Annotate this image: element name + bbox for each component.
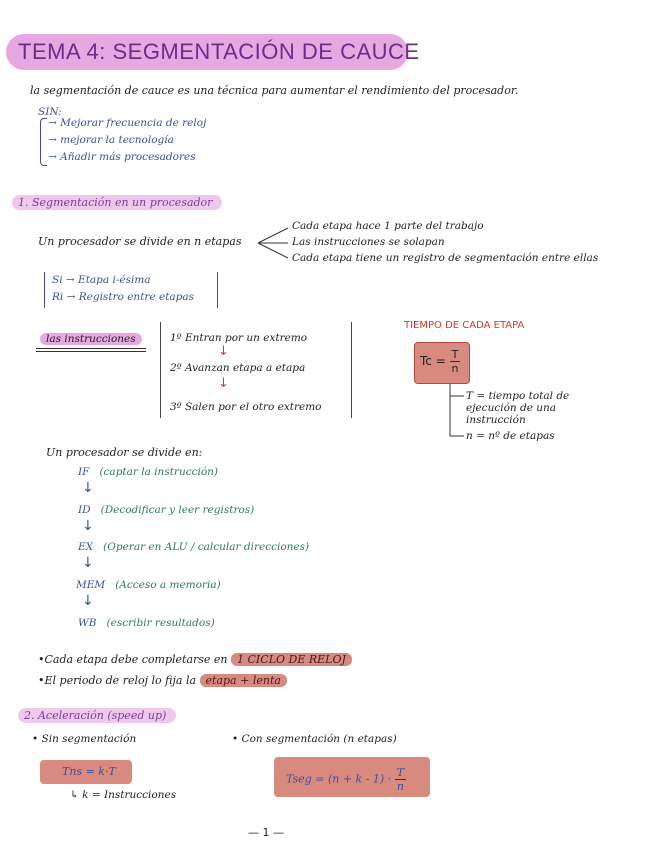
branch-2: Las instrucciones se solapan: [292, 236, 445, 248]
bullet-periodo: •El periodo de reloj lo fija la etapa + lenta: [38, 674, 287, 687]
stage-arrow-3: ↓: [82, 555, 94, 571]
sin-brace: [40, 118, 47, 166]
stage-wb: WB (escribir resultados): [78, 617, 215, 629]
def-ri: Ri → Registro entre etapas: [52, 291, 195, 303]
page-number: — 1 —: [248, 826, 284, 839]
instr-underline-1: [36, 348, 146, 349]
page-title: TEMA 4: SEGMENTACIÓN DE CAUCE: [18, 39, 420, 64]
step-arrow-2: ↓: [218, 376, 229, 391]
def-si: Si → Etapa i-ésima: [52, 274, 151, 286]
sin-item-1: → Mejorar frecuencia de reloj: [48, 117, 207, 129]
section2-heading: 2. Aceleración (speed up): [18, 709, 176, 722]
step-1: 1º Entran por un extremo: [170, 332, 308, 344]
step-2: 2º Avanzan etapa a etapa: [170, 362, 306, 374]
tiempo-heading: TIEMPO DE CADA ETAPA: [404, 320, 525, 331]
stage-mem: MEM (Acceso a memoria): [76, 579, 221, 591]
sin-segmentacion: • Sin segmentación: [32, 733, 137, 745]
tc-def-arrows: [446, 384, 468, 440]
instr-underline-2: [36, 351, 146, 352]
step-arrow-1: ↓: [218, 344, 229, 359]
sin-item-2: → mejorar la tecnología: [48, 134, 174, 146]
sin-label: SIN:: [38, 106, 62, 118]
bullet-ciclo: •Cada etapa debe completarse en 1 CICLO DE RELOJ: [38, 653, 352, 666]
stage-arrow-2: ↓: [82, 518, 94, 534]
tc-formula: Tc = $\frac{T}{n}$: [420, 348, 459, 375]
intro-text: la segmentación de cauce es una técnica para aumentar el rendimiento del procesador.: [30, 84, 519, 97]
stage-arrow-4: ↓: [82, 593, 94, 609]
formula-sin: Tns = k·T: [62, 765, 116, 778]
stage-id: ID (Decodificar y leer registros): [78, 504, 255, 516]
con-segmentacion: • Con segmentación (n etapas): [232, 733, 397, 745]
sin-item-3: → Añadir más procesadores: [48, 151, 196, 163]
divide-text: Un procesador se divide en n etapas: [38, 235, 242, 248]
branch-3: Cada etapa tiene un registro de segmentación entre ellas: [292, 252, 599, 264]
formula-con: Tseg = (n + k - 1) · $\frac{T}{n}$: [286, 766, 405, 793]
k-definition: ↳ k = Instrucciones: [70, 789, 177, 801]
section1-heading: 1. Segmentación en un procesador: [12, 196, 222, 209]
stage-arrow-1: ↓: [82, 480, 94, 496]
pipeline-intro: Un procesador se divide en:: [46, 446, 203, 459]
stage-ex: EX (Operar en ALU / calcular direcciones): [78, 541, 310, 553]
branch-arrows: [256, 222, 292, 264]
stage-if: IF (captar la instrucción): [78, 466, 219, 478]
n-definition: n = nº de etapas: [466, 430, 555, 442]
step-3: 3º Salen por el otro extremo: [170, 401, 322, 413]
branch-1: Cada etapa hace 1 parte del trabajo: [292, 220, 484, 232]
t-definition: T = tiempo total de ejecución de una instrucción: [466, 390, 570, 426]
instr-label: las instrucciones: [40, 333, 142, 345]
